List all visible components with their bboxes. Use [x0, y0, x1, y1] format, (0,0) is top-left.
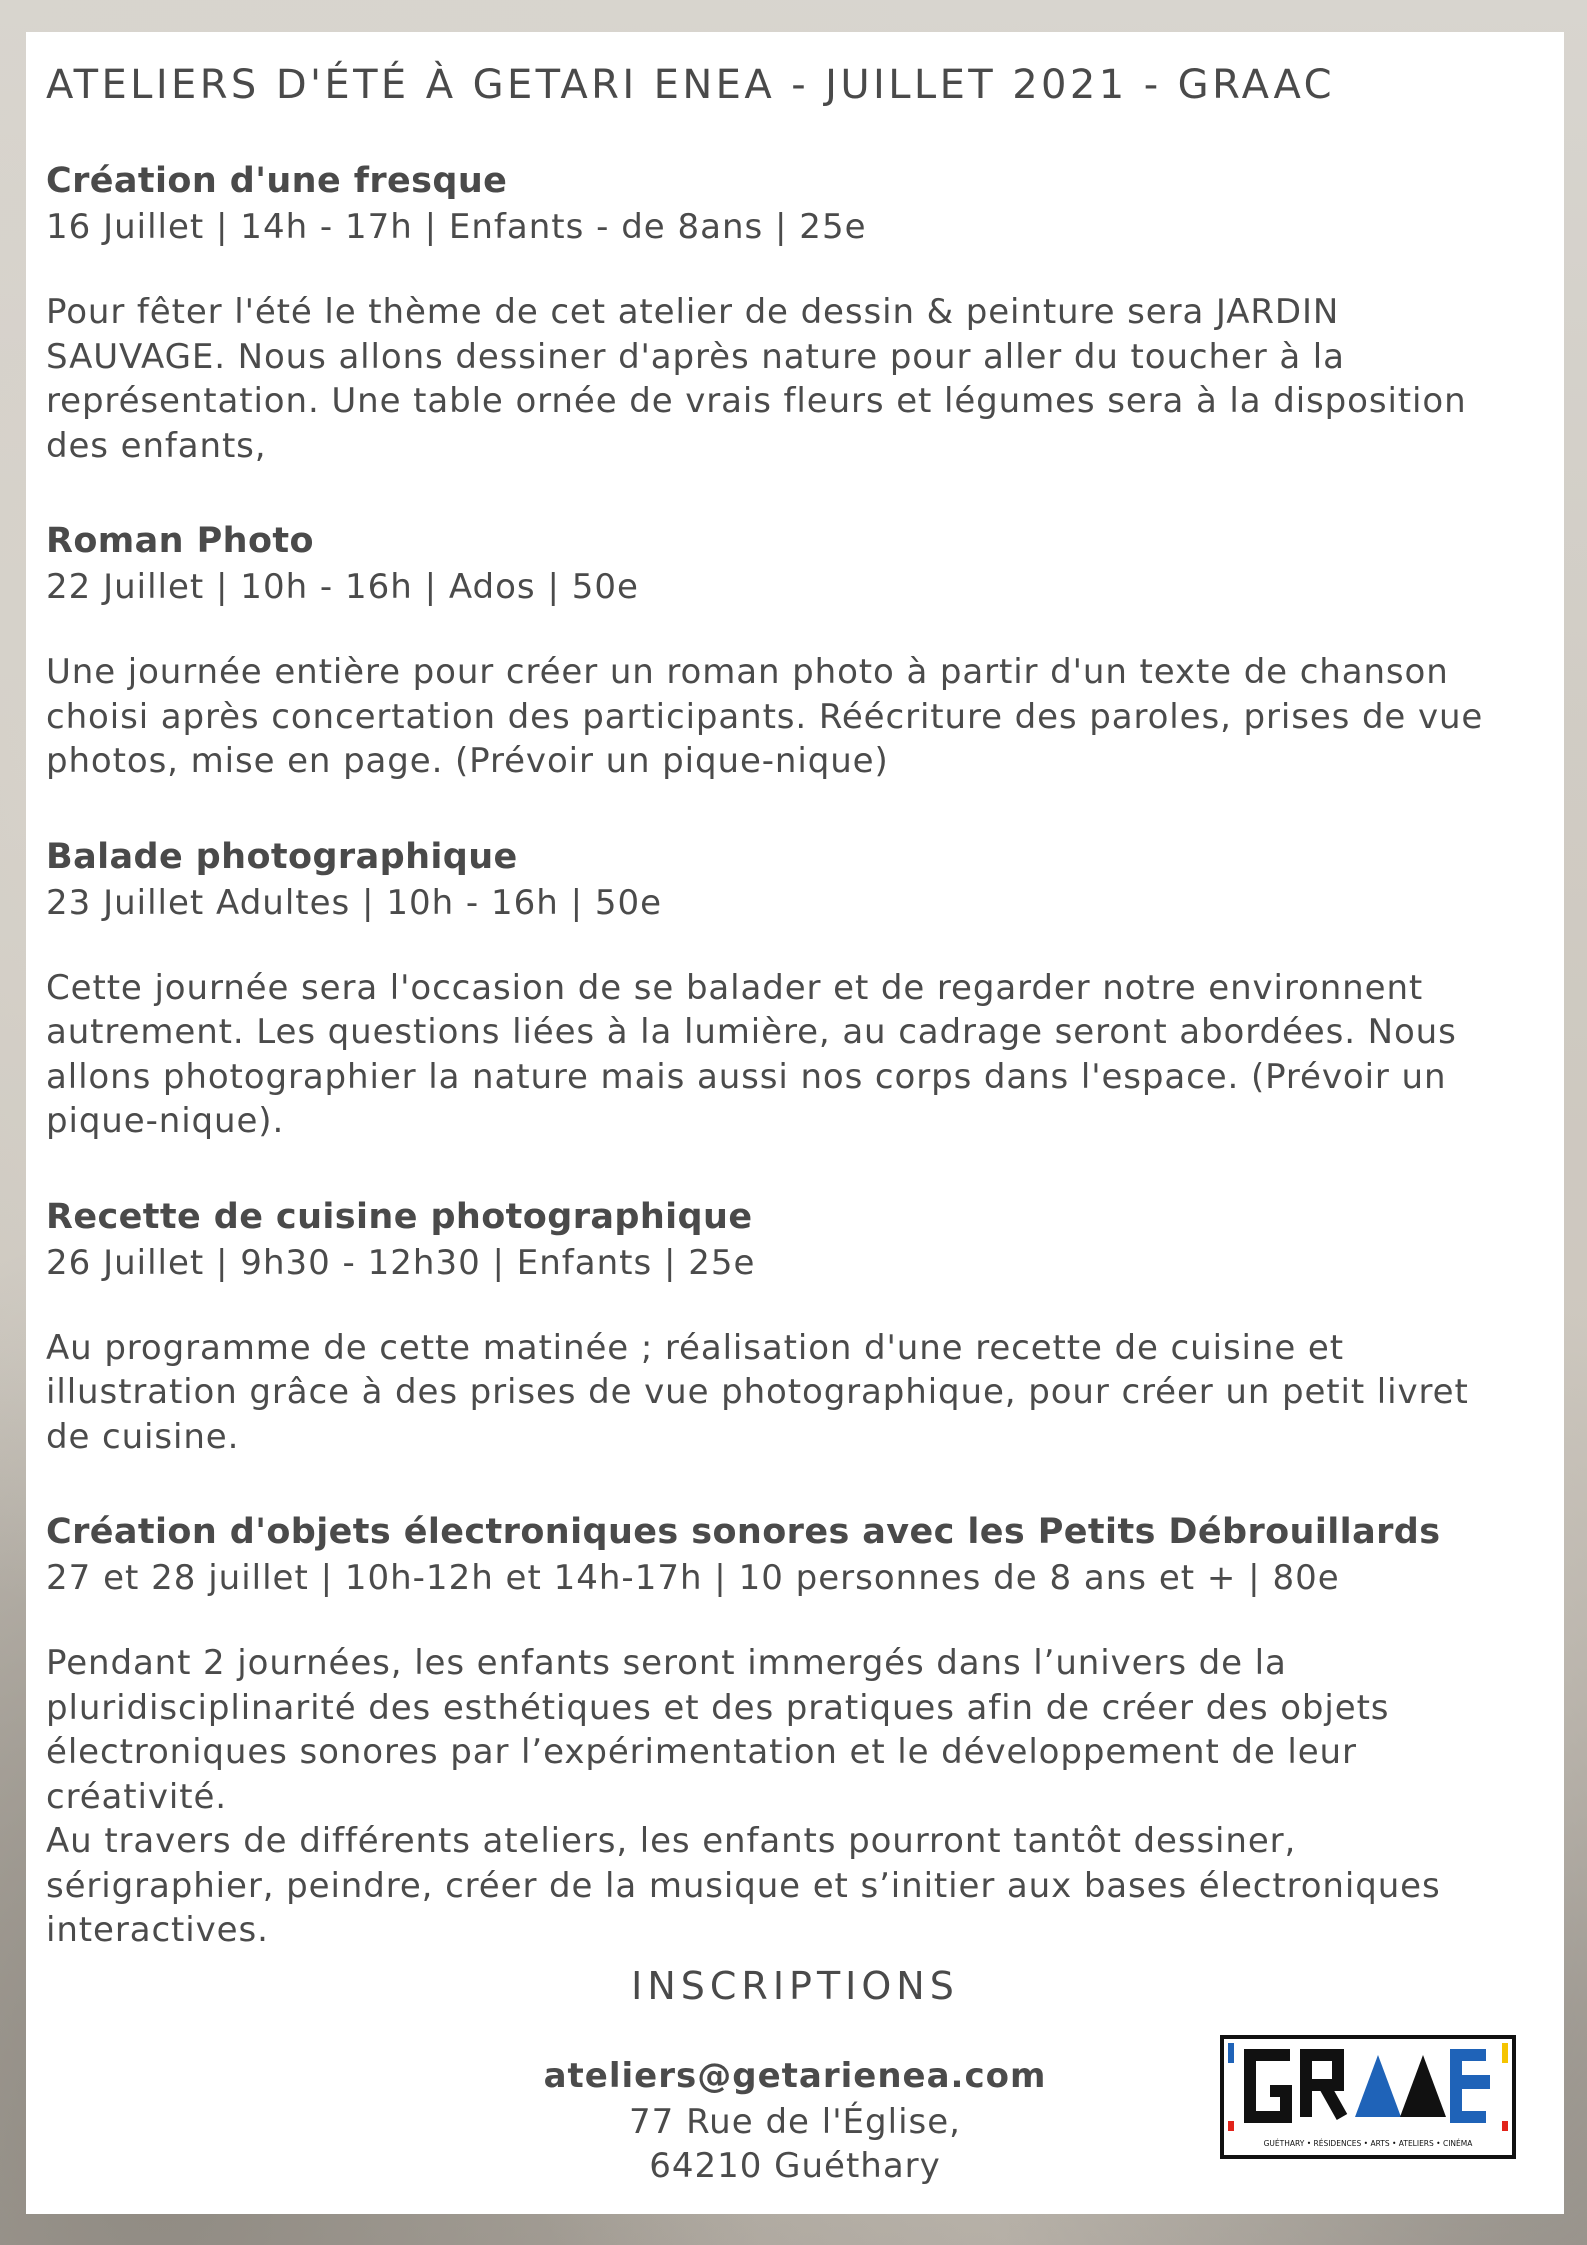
description-line: allons photographier la nature mais aussi nos corps dans l'espace. (Prévoir un: [46, 1056, 1447, 1097]
description-line: Pendant 2 journées, les enfants seront immergés dans l’univers de la: [46, 1643, 1287, 1683]
logo-tagline: GUÉTHARY • RÉSIDENCES • ARTS • ATELIERS • CINÉMA: [1263, 2139, 1473, 2148]
description-line: sérigraphier, peindre, créer de la musique et s’initier aux bases électroniques: [46, 1865, 1441, 1906]
description-line: pique-nique).: [46, 1101, 285, 1141]
workshop-info: 16 Juillet | 14h - 17h | Enfants - de 8ans | 25e: [46, 207, 867, 247]
workshop-description: [46, 966, 1542, 1144]
address-city: 64210 Guéthary: [649, 2146, 941, 2186]
workshop-title: Roman Photo: [46, 521, 314, 561]
description-line: illustration grâce à des prises de vue photographique, pour créer un petit livret: [46, 1372, 1469, 1412]
description-line: photos, mise en page. (Prévoir un pique-nique): [46, 741, 889, 781]
address-street: 77 Rue de l'Église,: [629, 2102, 961, 2142]
description-line: Cette journée sera l'occasion de se balader et de regarder notre environnent: [46, 967, 1424, 1008]
workshop-info: 23 Juillet Adultes | 10h - 16h | 50e: [46, 882, 663, 923]
workshop-info: 27 et 28 juillet | 10h-12h et 14h-17h | 10 personnes de 8 ans et + | 80e: [46, 1558, 1340, 1598]
workshop-title: Création d'objets électroniques sonores avec les Petits Débrouillards: [46, 1512, 1441, 1552]
workshop-title: Création d'une fresque: [46, 161, 508, 201]
workshop-section: [46, 158, 1542, 468]
registration-heading: INSCRIPTIONS: [631, 1964, 959, 2008]
workshop-section: [46, 518, 1542, 784]
description-line: des enfants,: [46, 425, 267, 466]
workshop-description: [46, 1326, 1542, 1460]
workshop-section: [46, 834, 1542, 1144]
graac-logo: [1220, 2035, 1516, 2159]
workshop-description: [46, 1641, 1542, 1953]
workshop-section: [46, 1194, 1542, 1460]
workshop-title: Recette de cuisine photographique: [46, 1196, 753, 1237]
description-line: choisi après concertation des participants. Réécriture des paroles, prises de vue: [46, 696, 1484, 737]
flyer-card: [26, 32, 1564, 2214]
workshop-title: Balade photographique: [46, 836, 518, 877]
workshop-info: 22 Juillet | 10h - 16h | Ados | 50e: [46, 567, 639, 607]
description-line: autrement. Les questions liées à la lumière, au cadrage seront abordées. Nous: [46, 1012, 1457, 1052]
workshop-info: 26 Juillet | 9h30 - 12h30 | Enfants | 25e: [46, 1242, 756, 1283]
description-line: représentation. Une table ornée de vrais fleurs et légumes sera à la disposition: [46, 381, 1467, 421]
contact-email[interactable]: ateliers@getarienea.com: [543, 2056, 1047, 2096]
description-line: créativité.: [46, 1776, 227, 1817]
description-line: Au travers de différents ateliers, les enfants pourront tantôt dessiner,: [46, 1821, 1297, 1861]
description-line: Pour fêter l'été le thème de cet atelier de dessin & peinture sera JARDIN: [46, 292, 1340, 332]
workshop-list: [46, 158, 1542, 1953]
page-title: ATELIERS D'ÉTÉ À GETARI ENEA - JUILLET 2021 - GRAAC: [46, 62, 1335, 108]
description-line: SAUVAGE. Nous allons dessiner d'après nature pour aller du toucher à la: [46, 336, 1345, 377]
description-line: électroniques sonores par l’expérimentation et le développement de leur: [46, 1732, 1357, 1772]
description-line: pluridisciplinarité des esthétiques et des pratiques afin de créer des objets: [46, 1687, 1390, 1728]
workshop-description: [46, 290, 1542, 468]
description-line: Une journée entière pour créer un roman photo à partir d'un texte de chanson: [46, 652, 1449, 692]
workshop-section: [46, 1509, 1542, 1953]
description-line: Au programme de cette matinée ; réalisation d'une recette de cuisine et: [46, 1327, 1344, 1368]
description-line: interactives.: [46, 1910, 269, 1950]
workshop-description: [46, 650, 1542, 784]
description-line: de cuisine.: [46, 1416, 240, 1457]
